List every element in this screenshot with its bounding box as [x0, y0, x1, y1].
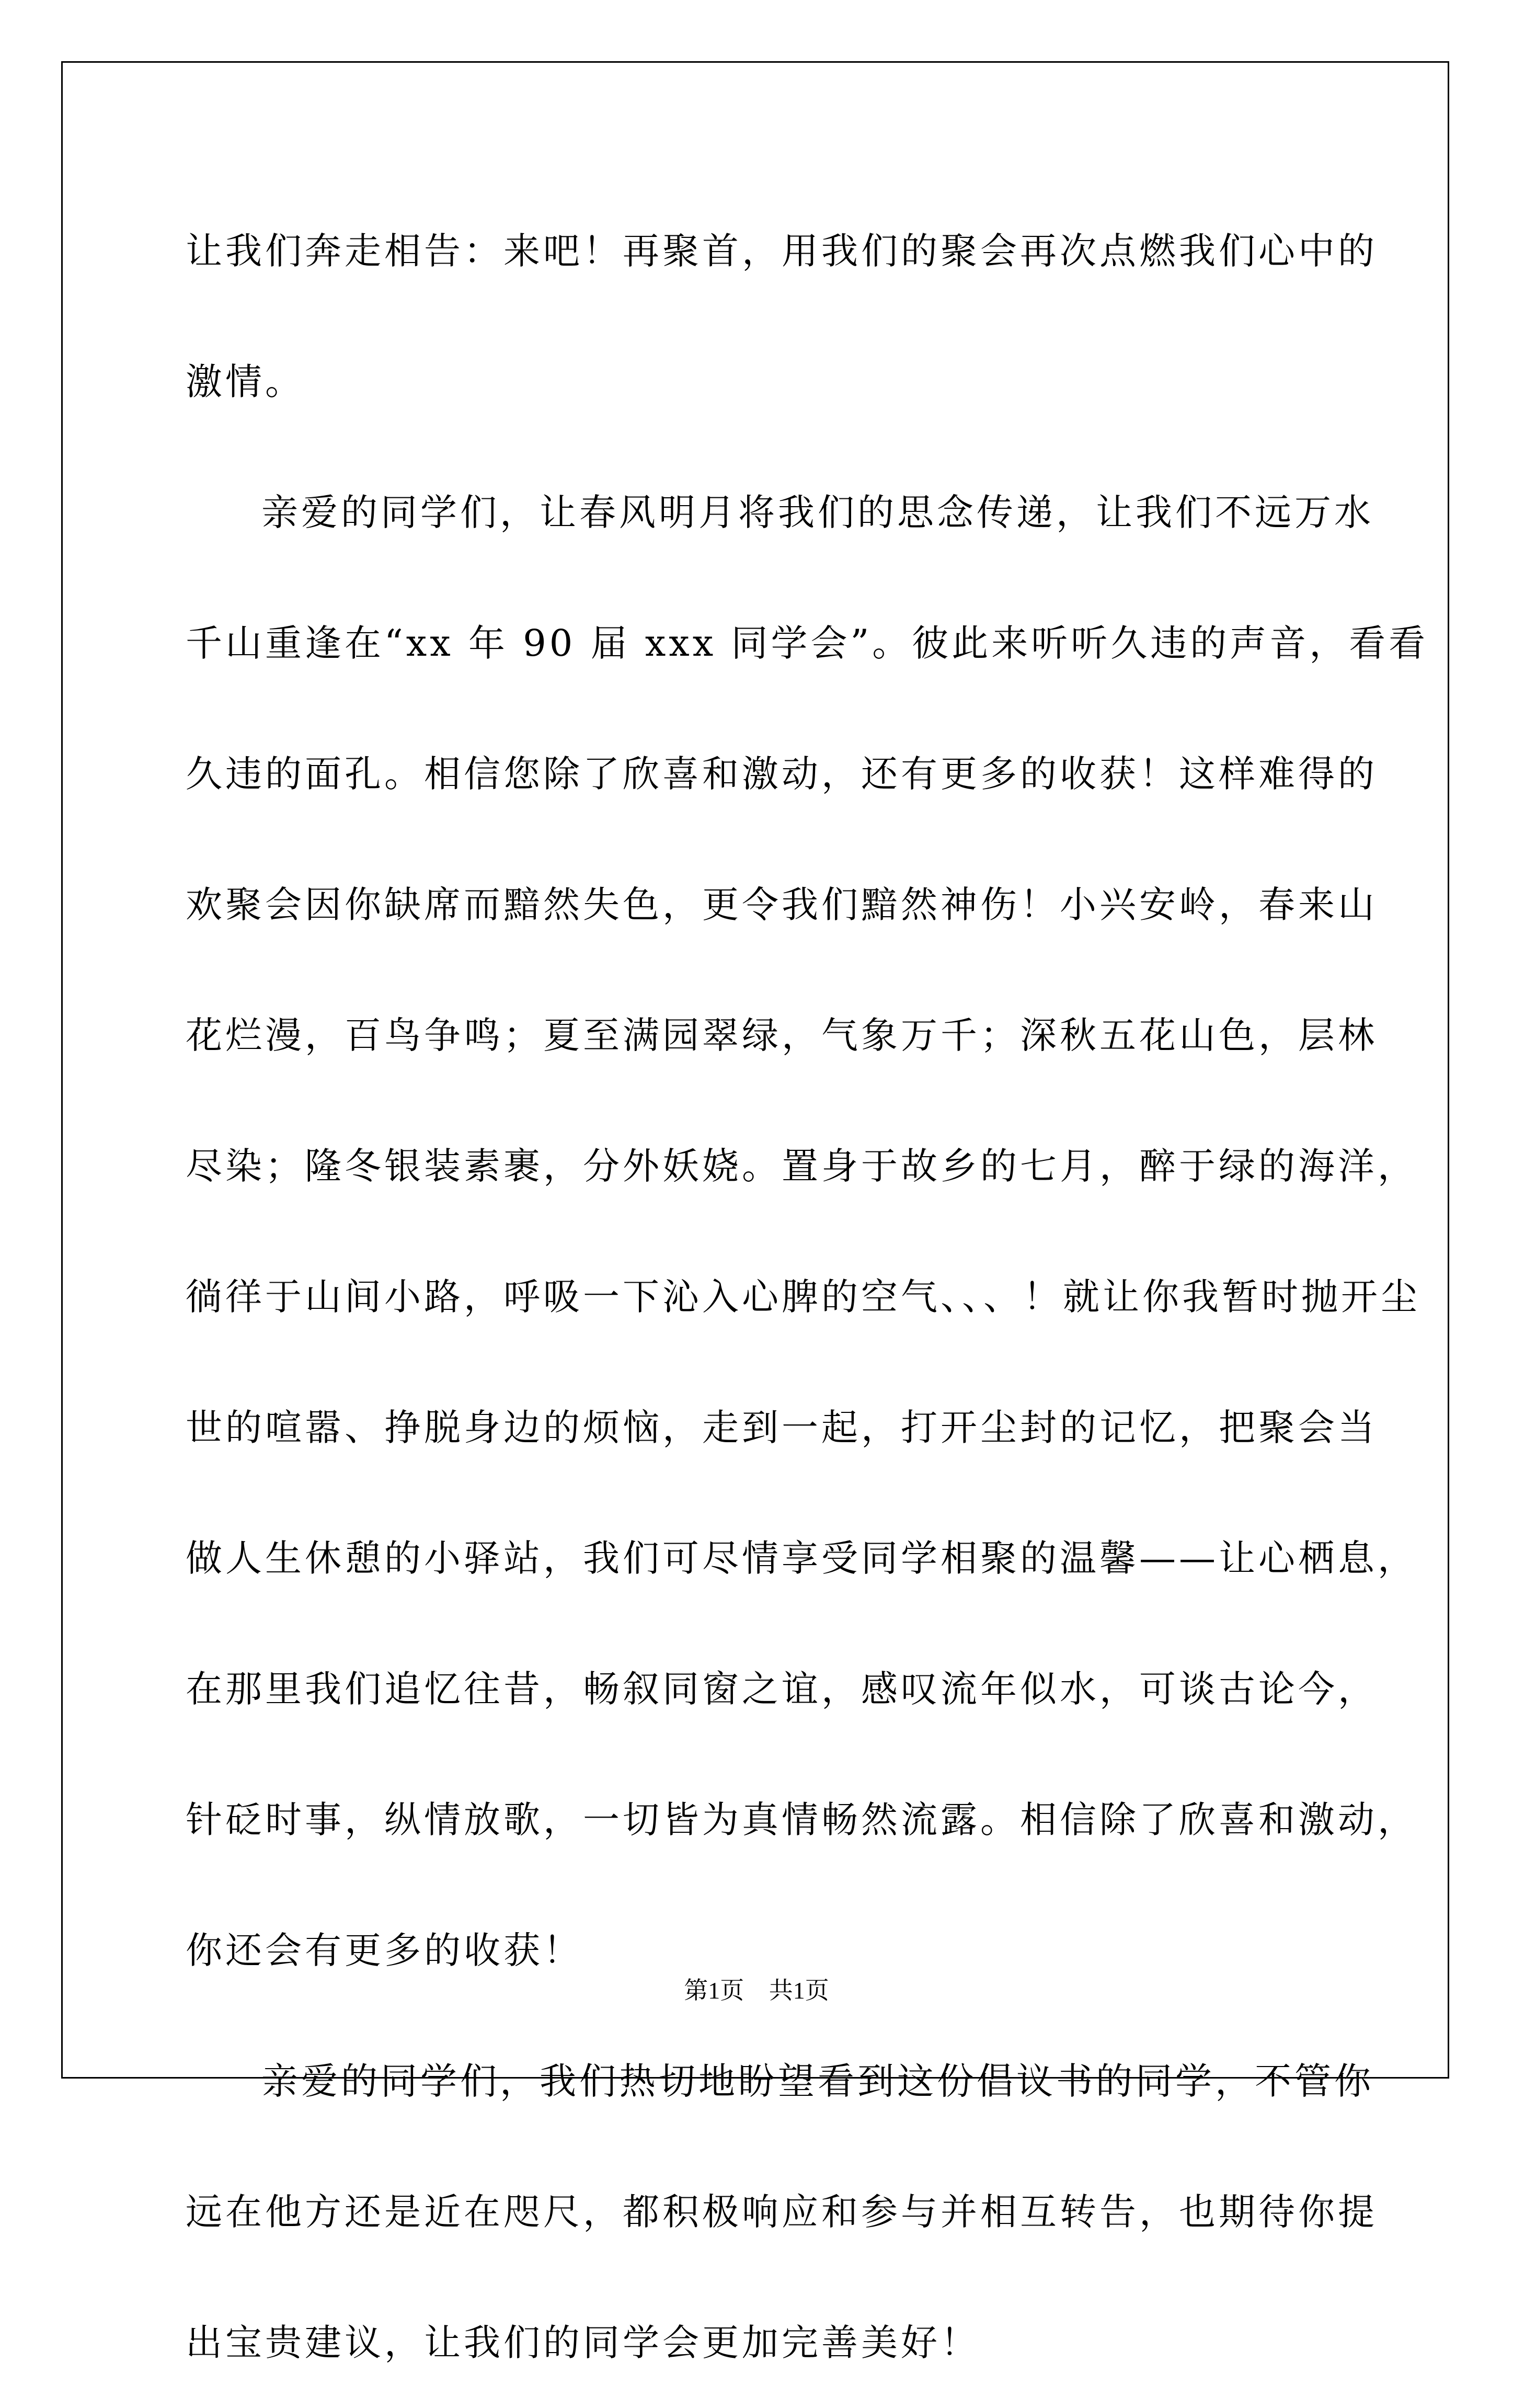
text-line: 尽染；隆冬银装素裹，分外妖娆。置身于故乡的七月，醉于绿的海洋， — [186, 1145, 1417, 1188]
text-line: 千山重逢在“xx 年 90 届 xxx 同学会”。彼此来听听久违的声音，看看 — [186, 622, 1429, 665]
text-line: 亲爱的同学们，我们热切地盼望看到这份倡议书的同学，不管你 — [261, 2060, 1374, 2103]
text-line: 世的喧嚣、挣脱身边的烦恼，走到一起，打开尘封的记忆，把聚会当 — [186, 1406, 1378, 1449]
text-line: 你还会有更多的收获！ — [186, 1929, 583, 1972]
text-line: 激情。 — [186, 360, 305, 403]
page-footer — [0, 1971, 1513, 2006]
page-number: 第1页 — [684, 1977, 744, 2004]
page-total: 共1页 — [769, 1977, 829, 2004]
document-body — [186, 186, 1429, 2408]
text-line: 在那里我们追忆往昔，畅叙同窗之谊，感叹流年似水，可谈古论今， — [186, 1668, 1378, 1710]
text-line: 欢聚会因你缺席而黯然失色，更令我们黯然神伤！小兴安岭，春来山 — [186, 883, 1378, 926]
text-line: 出宝贵建议，让我们的同学会更加完善美好！ — [186, 2321, 980, 2364]
paragraph-2 — [186, 447, 1429, 2016]
text-line: 做人生休憩的小驿站，我们可尽情享受同学相聚的温馨——让心栖息， — [186, 1537, 1417, 1580]
text-line: 让我们奔走相告：来吧！再聚首，用我们的聚会再次点燃我们心中的 — [186, 230, 1378, 272]
text-line: 亲爱的同学们，让春风明月将我们的思念传递，让我们不远万水 — [261, 491, 1374, 534]
text-line: 针砭时事，纵情放歌，一切皆为真情畅然流露。相信除了欣喜和激动， — [186, 1798, 1417, 1841]
paragraph-3 — [186, 2016, 1378, 2408]
paragraph-1 — [186, 186, 1378, 447]
text-line: 远在他方还是近在咫尺，都积极响应和参与并相互转告，也期待你提 — [186, 2190, 1378, 2233]
text-line: 花烂漫，百鸟争鸣；夏至满园翠绿，气象万千；深秋五花山色，层林 — [186, 1014, 1378, 1057]
text-line: 久违的面孔。相信您除了欣喜和激动，还有更多的收获！这样难得的 — [186, 752, 1378, 795]
text-line: 徜徉于山间小路，呼吸一下沁入心脾的空气、、、！就让你我暂时抛开尘 — [186, 1275, 1420, 1318]
